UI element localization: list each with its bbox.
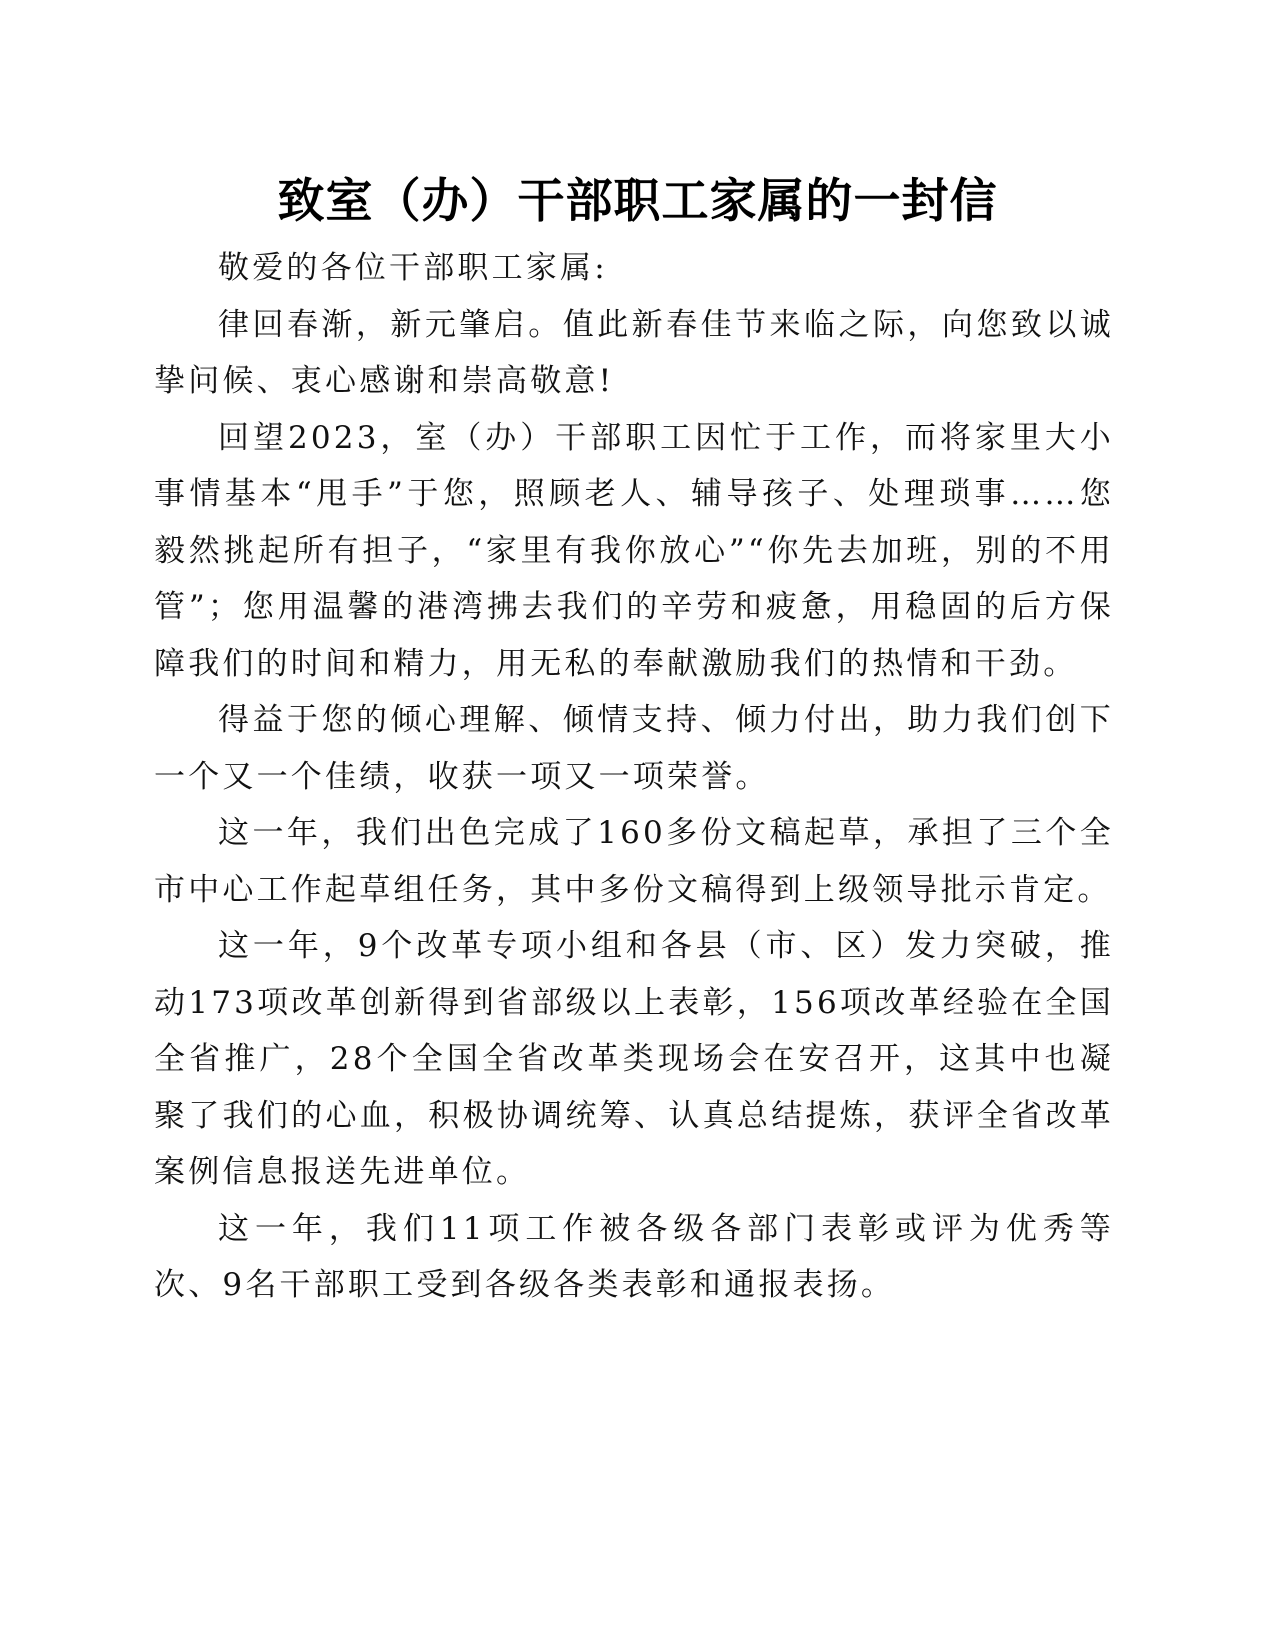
letter-title: 致室（办）干部职工家属的一封信 (277, 174, 998, 229)
achievement-paragraph-reform: 这一年，9个改革专项小组和各县（市、区）发力突破，推动173项改革创新得到省部级以上表彰，156项改革经验在全国全省推广，28个全国全省改革类现场会在安召开，这其中也凝聚了我们的心血，积极协调统筹、认真总结提炼，获评全省改革案例信息报送先进单位。 (154, 928, 1114, 1190)
achievement-paragraph-honors: 这一年，我们11项工作被各级各部门表彰或评为优秀等次、9名干部职工受到各级各类表彰和通报表扬。 (154, 1210, 1114, 1303)
gratitude-paragraph: 得益于您的倾心理解、倾情支持、倾力付出，助力我们创下一个又一个佳绩，收获一项又一项荣誉。 (154, 702, 1114, 795)
letter-body (154, 240, 1114, 1314)
review-paragraph: 回望2023，室（办）干部职工因忙于工作，而将家里大小事情基本“甩手”于您，照顾老人、辅导孩子、处理琐事……您毅然挑起所有担子，“家里有我你放心”“你先去加班，别的不用管”；您用温馨的港湾拂去我们的辛劳和疲惫，用稳固的后方保障我们的时间和精力，用无私的奉献激励我们的热情和干劲。 (154, 419, 1114, 682)
achievement-paragraph-drafting: 这一年，我们出色完成了160多份文稿起草，承担了三个全市中心工作起草组任务，其中多份文稿得到上级领导批示肯定。 (154, 815, 1114, 908)
greeting-paragraph: 律回春渐，新元肇启。值此新春佳节来临之际，向您致以诚挚问候、衷心感谢和崇高敬意! (154, 306, 1114, 399)
salutation-paragraph: 敬爱的各位干部职工家属: (218, 250, 608, 286)
